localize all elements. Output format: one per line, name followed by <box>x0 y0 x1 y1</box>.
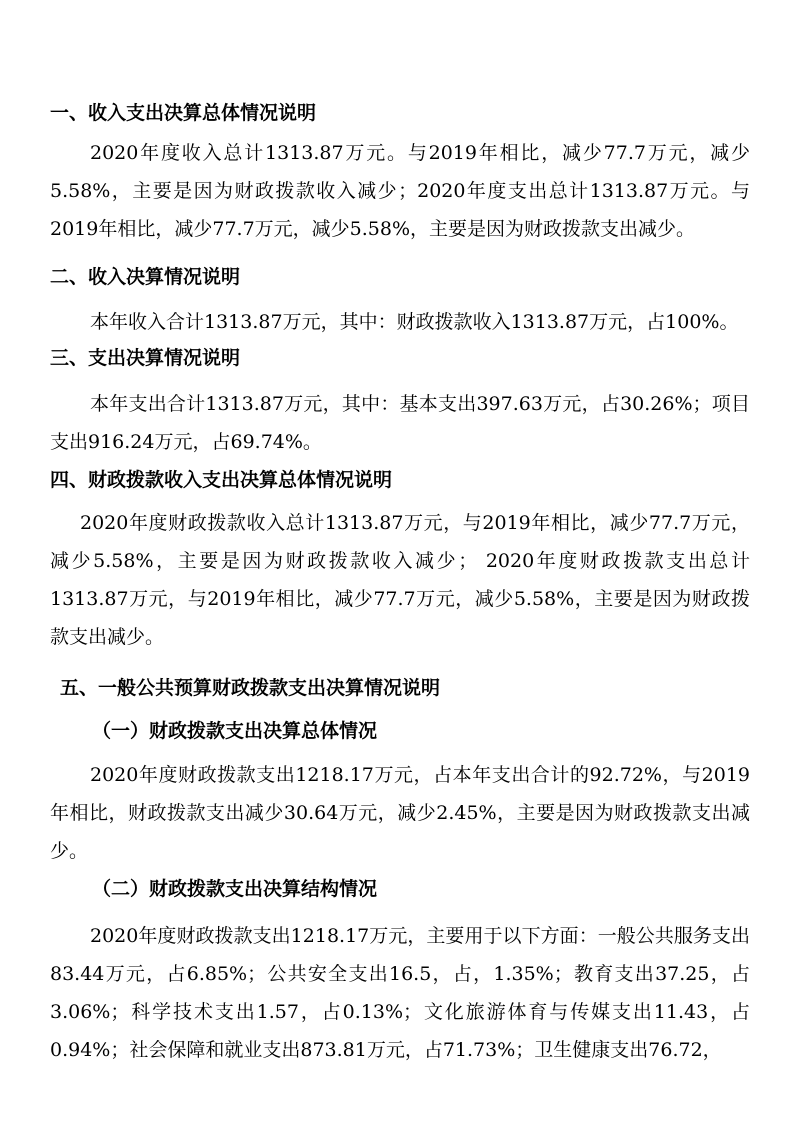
subsection-1-heading: （一）财政拨款支出决算总体情况 <box>92 720 378 742</box>
section-1-heading: 一、收入支出决算总体情况说明 <box>50 102 317 124</box>
subsection-2-paragraph: 2020年度财政拨款支出1218.17万元，主要用于以下方面：一般公共服务支出83.44万元，占6.85%；公共安全支出16.5，占，1.35%；教育支出37.25，占3.06%；科学技术支出1.57，占0.13%；文化旅游体育与传媒支出11.43，占0.94%；社会保障和就业支出873.81万元，占71.73%；卫生健康支出76.72， <box>50 925 750 1061</box>
section-5-heading: 五、一般公共预算财政拨款支出决算情况说明 <box>60 677 441 699</box>
section-4-paragraph: 2020年度财政拨款收入总计1313.87万元，与2019年相比，减少77.7万元，减少5.58%，主要是因为财政拨款收入减少； 2020年度财政拨款支出总计1313.87万元，与2019年相比，减少77.7万元，减少5.58%，主要是因为财政拨款支出减少。 <box>50 512 750 648</box>
section-3-paragraph: 本年支出合计1313.87万元，其中：基本支出397.63万元，占30.26%；项目支出916.24万元，占69.74%。 <box>50 393 750 453</box>
section-2-paragraph: 本年收入合计1313.87万元，其中：财政拨款收入1313.87万元，占100%。 <box>90 311 739 333</box>
section-3-heading: 三、支出决算情况说明 <box>50 347 241 369</box>
section-2-heading: 二、收入决算情况说明 <box>50 266 241 288</box>
section-4-heading: 四、财政拨款收入支出决算总体情况说明 <box>50 469 393 491</box>
subsection-2-heading: （二）财政拨款支出决算结构情况 <box>92 878 378 900</box>
section-1-paragraph: 2020年度收入总计1313.87万元。与2019年相比，减少77.7万元，减少5.58%，主要是因为财政拨款收入减少；2020年度支出总计1313.87万元。与2019年相比，减少77.7万元，减少5.58%，主要是因为财政拨款支出减少。 <box>50 142 750 240</box>
subsection-1-paragraph: 2020年度财政拨款支出1218.17万元，占本年支出合计的92.72%，与2019年相比，财政拨款支出减少30.64万元，减少2.45%，主要是因为财政拨款支出减少。 <box>50 764 750 862</box>
